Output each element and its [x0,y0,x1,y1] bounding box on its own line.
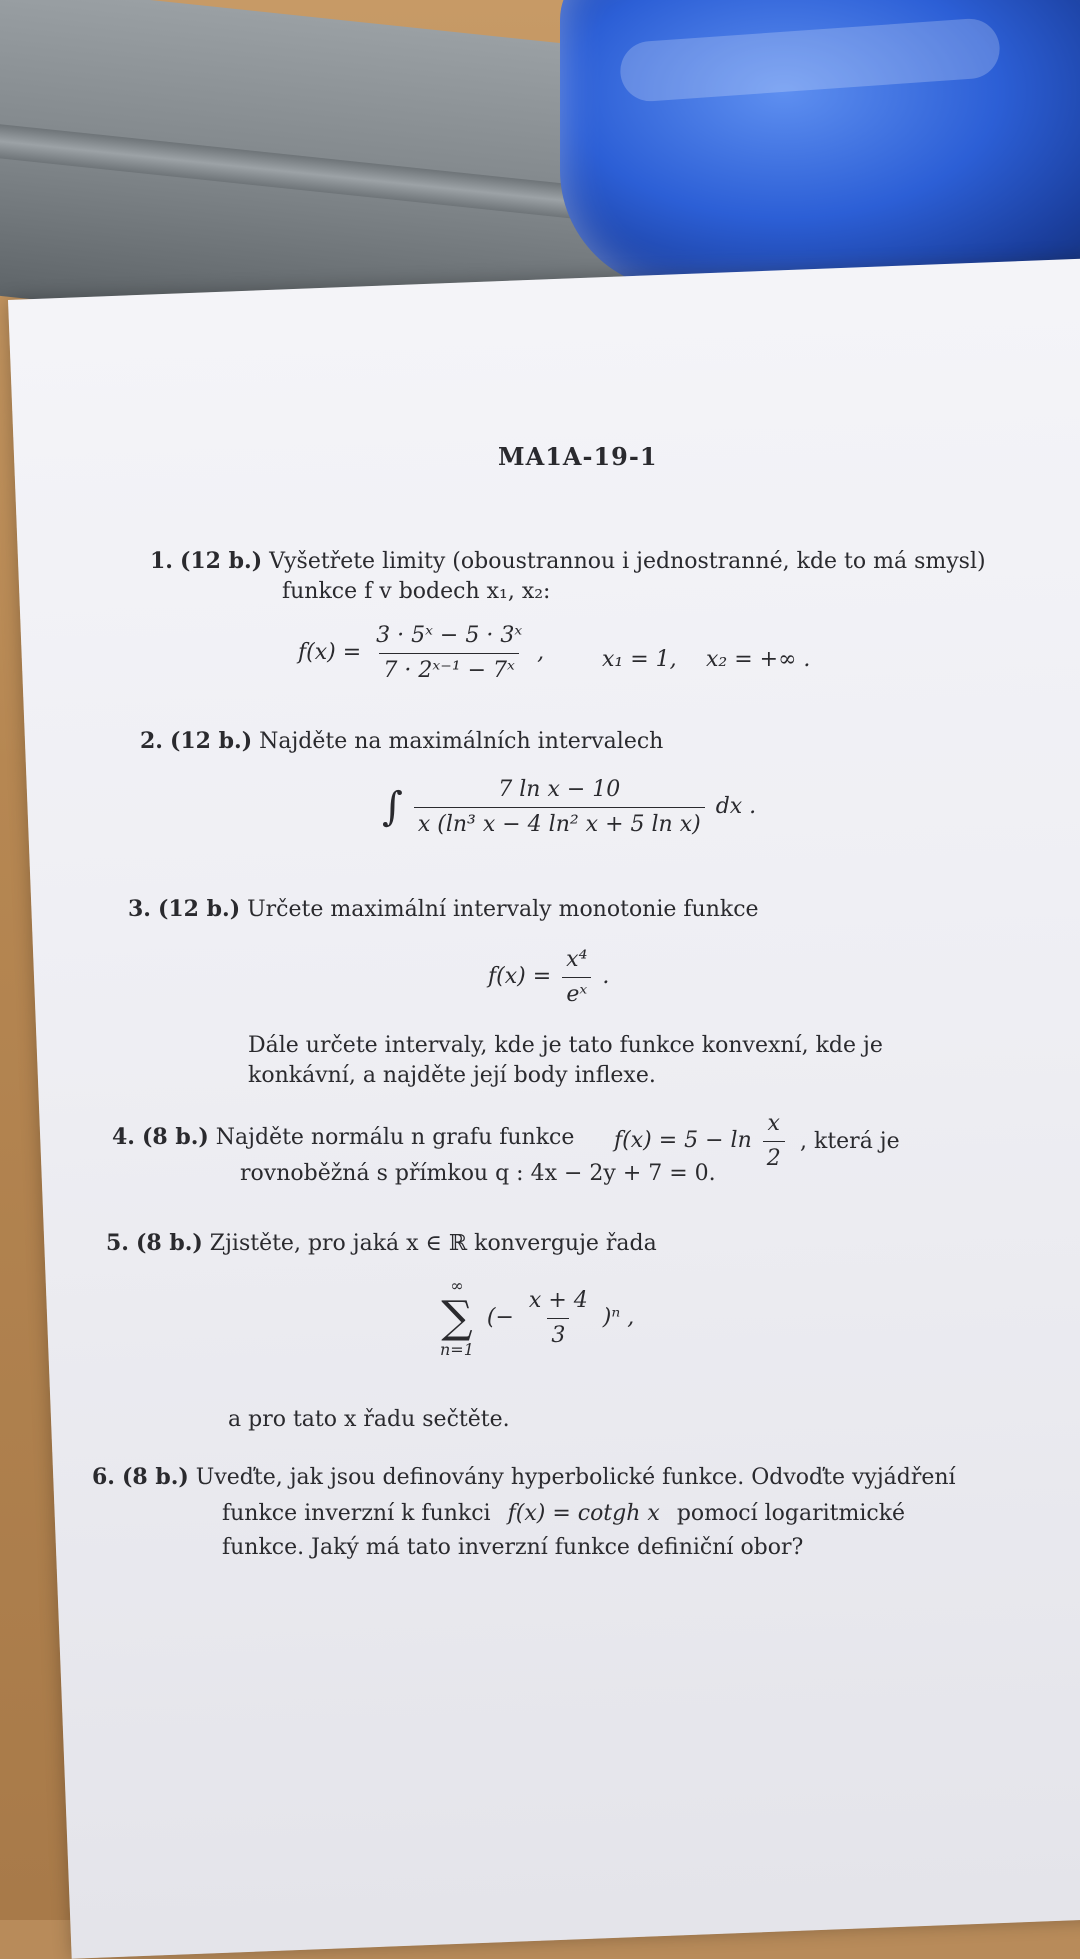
problem-1-x2: x₂ = +∞ . [706,647,811,672]
problem-1-text-line2: funkce f v bodech x₁, x₂: [282,579,551,604]
problem-5-numerator: x + 4 [528,1288,588,1313]
problem-2-text-line1: Najděte na maximálních intervalech [259,729,664,754]
problem-2-fraction [414,776,705,838]
problem-2-integral [382,776,756,838]
sigma-icon: ∑ [441,1292,473,1343]
problem-2-numerator: 7 ln x − 10 [498,777,621,802]
problem-3-denominator: eˣ [562,977,591,1009]
problem-5-header [106,1230,657,1258]
problem-5-fraction [525,1287,592,1349]
problem-5-denominator: 3 [547,1318,569,1350]
problem-2-dx: dx . [715,794,757,819]
problem-5-text-line1: Zjistěte, pro jaká x ∈ ℝ konverguje řada [209,1231,657,1256]
problem-4-number: 4. [112,1124,135,1150]
problem-5-open: (− [486,1305,514,1330]
problem-4-points: (8 b.) [141,1124,209,1150]
problem-3-header [128,896,759,924]
problem-2-number: 2. [140,728,163,754]
problem-5-close: )ⁿ , [602,1305,635,1330]
problem-1-header [150,548,986,576]
problem-2-points: (12 b.) [169,728,253,754]
problem-4-header [112,1124,574,1152]
problem-6-line2-c: pomocí logaritmické [676,1501,906,1526]
problem-6-number: 6. [92,1464,115,1490]
problem-1-formula [298,622,544,684]
problem-6-header [92,1464,956,1492]
problem-3-text-line1: Určete maximální intervaly monotonie funkce [247,897,759,922]
problem-5-text-line2: a pro tato x řadu sečtěte. [228,1407,510,1432]
problem-3-period: . [602,964,610,989]
problem-1-comma: , [537,640,545,665]
problem-5-points: (8 b.) [135,1230,203,1256]
integral-sign-icon: ∫ [382,784,403,830]
problem-5-sum [440,1276,474,1360]
problem-3-numerator: x⁴ [566,947,588,972]
problem-4-fraction [763,1110,785,1172]
problem-4-text-line1: Najděte normálu n grafu funkce [215,1125,575,1150]
problem-1-numerator: 3 · 5ˣ − 5 · 3ˣ [376,623,523,648]
problem-3-text-line2: Dále určete intervaly, kde je tato funkce konvexní, kde je [248,1033,883,1058]
problem-1-points: (12 b.) [179,548,263,574]
problem-6-text-line2 [222,1500,905,1528]
problem-4-denominator: 2 [763,1141,785,1173]
sum-upper-limit: ∞ [450,1276,464,1295]
problem-3-text-line3: konkávní, a najděte její body inflexe. [248,1063,656,1088]
problem-1-text-line1: Vyšetřete limity (oboustrannou i jednostranné, kde to má smysl) [269,549,986,574]
problem-6-text-line1: Uveďte, jak jsou definovány hyperbolické funkce. Odvoďte vyjádření [195,1465,956,1490]
problem-1-x1: x₁ = 1, [602,647,677,672]
problem-1-fraction [372,622,526,684]
problem-1-number: 1. [150,548,173,574]
problem-4-line1-end: , která je [800,1129,900,1154]
problem-4-numerator: x [767,1111,780,1136]
sum-lower-limit: n=1 [440,1340,474,1359]
problem-6-line2-a: funkce inverzní k funkci [222,1501,491,1526]
problem-5-number: 5. [106,1230,129,1256]
problem-1-f-lhs: f(x) = [298,640,362,665]
problem-2-denominator: x (ln³ x − 4 ln² x + 5 ln x) [414,807,705,839]
problem-4-f-text: f(x) = 5 − ln [614,1128,752,1153]
problem-4-text-line2: rovnoběžná s přímkou q : 4x − 2y + 7 = 0. [240,1161,716,1186]
problem-3-points: (12 b.) [157,896,241,922]
problem-6-line2-formula: f(x) = cotgh x [507,1501,660,1526]
problem-6-points: (8 b.) [121,1464,189,1490]
problem-6-text-line3: funkce. Jaký má tato inverzní funkce definiční obor? [222,1535,804,1560]
problem-1-denominator: 7 · 2ˣ⁻¹ − 7ˣ [379,653,518,685]
exam-title: MA1A-19-1 [498,442,658,471]
problem-3-f-lhs: f(x) = [488,964,552,989]
problem-5-series [440,1276,634,1360]
problem-2-header [140,728,663,756]
problem-3-fraction [562,946,591,1008]
problem-3-number: 3. [128,896,151,922]
problem-3-formula [488,946,609,1008]
